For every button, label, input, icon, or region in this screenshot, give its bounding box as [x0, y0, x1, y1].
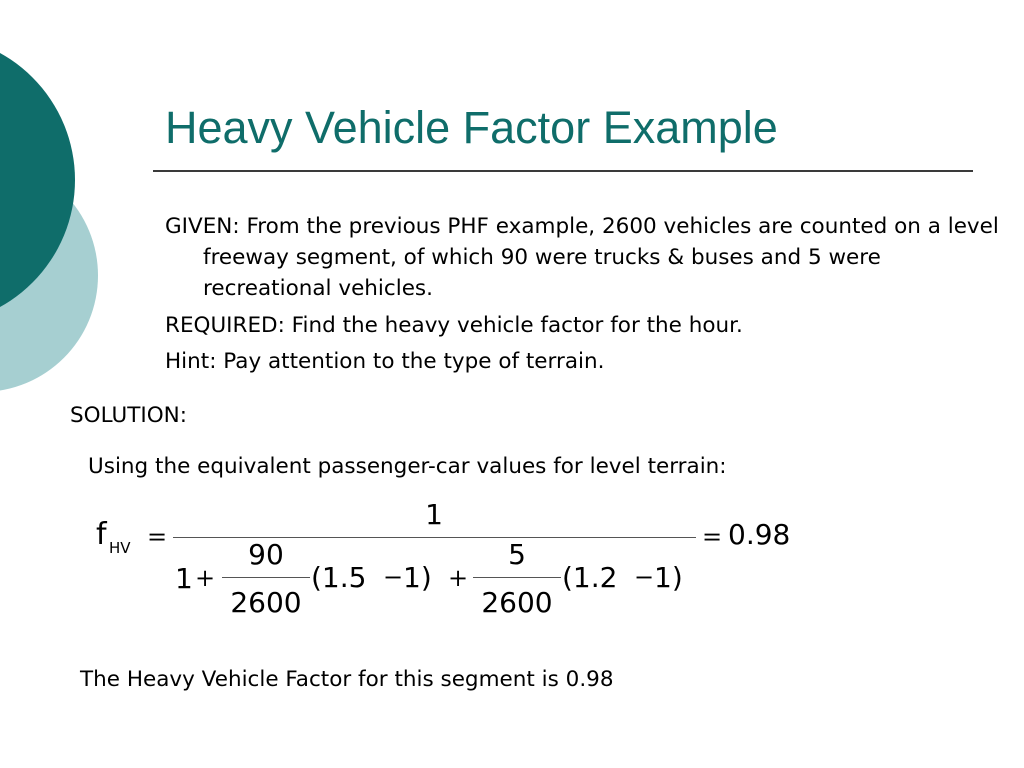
eq-equals-2: =: [702, 523, 723, 551]
required-statement: REQUIRED: Find the heavy vehicle factor for the hour.: [165, 313, 743, 338]
eq-total-count-1: 2600: [230, 586, 302, 619]
eq-trucks-fraction-bar: [222, 577, 310, 578]
eq-plus-1: +: [195, 564, 216, 592]
eq-trucks-count: 90: [248, 538, 284, 571]
eq-rv-expr-close: 1): [654, 561, 683, 594]
eq-total-count-2: 2600: [481, 586, 553, 619]
title-underline: [153, 170, 973, 172]
eq-lhs-subscript: HV: [109, 539, 131, 557]
given-statement: GIVEN: From the previous PHF example, 2600 vehicles are counted on a level freeway segment, of which 90 were trucks & buses and 5 were recreational vehicles.: [165, 214, 999, 301]
eq-result: 0.98: [728, 518, 791, 551]
slide-title: Heavy Vehicle Factor Example: [165, 102, 778, 153]
eq-rv-count: 5: [508, 538, 526, 571]
conclusion-statement: The Heavy Vehicle Factor for this segment is 0.98: [80, 667, 614, 692]
eq-trucks-expr-open: (1.5: [311, 561, 367, 594]
eq-lhs-symbol: f: [96, 517, 107, 552]
solution-label: SOLUTION:: [70, 403, 187, 428]
eq-term-one: 1: [175, 562, 193, 595]
method-text: Using the equivalent passenger-car values for level terrain:: [88, 454, 727, 479]
eq-main-numerator: 1: [425, 498, 443, 531]
eq-minus-2: −: [634, 563, 655, 591]
eq-rv-expr-open: (1.2: [562, 561, 618, 594]
hint-statement: Hint: Pay attention to the type of terrain.: [165, 349, 605, 374]
eq-plus-2: +: [448, 564, 469, 592]
eq-equals-1: =: [147, 523, 168, 551]
eq-minus-1: −: [383, 563, 404, 591]
eq-rv-fraction-bar: [473, 577, 561, 578]
eq-trucks-expr-close: 1): [403, 561, 432, 594]
